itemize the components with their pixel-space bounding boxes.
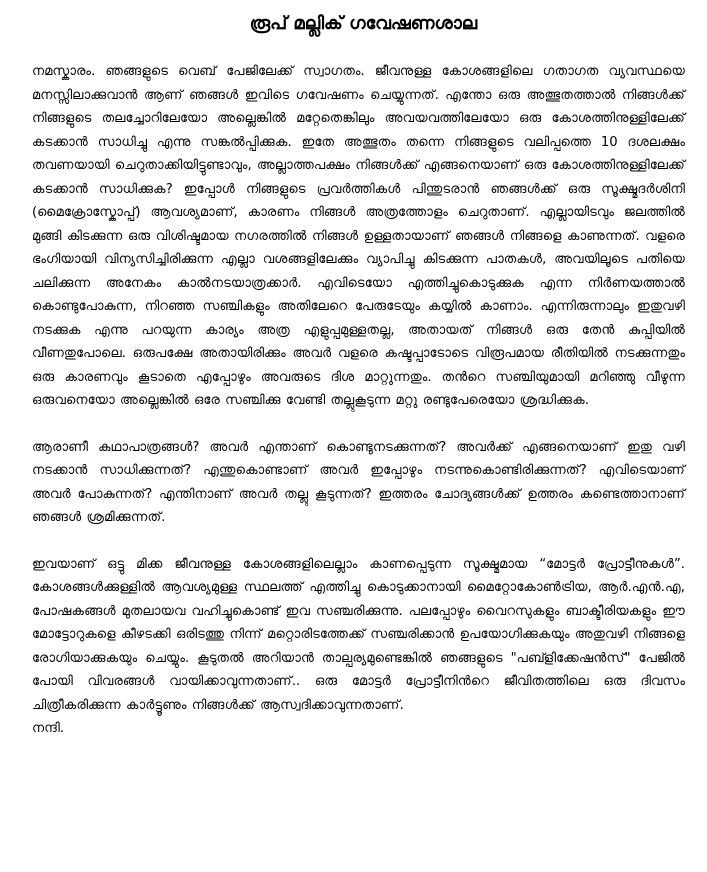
questions-paragraph: ആരാണീ കഥാപാത്രങ്ങൾ? അവർ എന്താണ് കൊണ്ടുനടക്കുന്നത്? അവർക്ക് എങ്ങനെയാണ് ഇതു വഴി നടക്കാൻ സാധിക്കുന്നത്? എന്തുകൊണ്ടാണ് അവർ ഇപ്പോഴും നടന്നുകൊണ്ടിരിക്കുന്നത്? എവിടെയാണ് അവർ പോകുന്നത്? എന്തിനാണ് അവർ തല്ലു കൂടുന്നത്? ഇത്തരം ചോദ്യങ്ങൾക്ക് ഉത്തരം കണ്ടെത്താനാണ് ഞങ്ങൾ ശ്രമിക്കുന്നത്. — [32, 439, 685, 525]
intro-paragraph: നമസ്കാരം. ഞങ്ങളുടെ വെബ് പേജിലേക്ക് സ്വാഗതം. ജീവനുള്ള കോശങ്ങളിലെ ഗതാഗത വ്യവസ്ഥയെ മനസ്സിലാക്കുവാൻ ആണ് ഞങ്ങൾ ഇവിടെ ഗവേഷണം ചെയ്യുന്നത്. എന്തോ ഒരു അത്ഭുതത്താൽ നിങ്ങൾക്ക് നിങ്ങളുടെ തലച്ചോറിലേയോ അല്ലെങ്കിൽ മറ്റേതെങ്കിലും അവയവത്തിലേയോ ഒരു കോശത്തിനുള്ളിലേക്ക് കടക്കാൻ സാധിച്ചു എന്നു സങ്കൽപ്പിക്കുക. ഇതേ അത്ഭുതം തന്നെ നിങ്ങളുടെ വലിപ്പത്തെ 10 ദശലക്ഷം തവണയായി ചെറുതാക്കിയിട്ടുണ്ടാവും, അല്ലാത്തപക്ഷം നിങ്ങൾക്ക് എങ്ങനെയാണ് ഒരു കോശത്തിനുള്ളിലേക്ക് കടക്കാൻ സാധിക്കുക? ഇപ്പോൾ നിങ്ങളുടെ പ്രവർത്തികൾ പിന്തുടരാൻ ഞങ്ങൾക്ക് ഒരു സൂക്ഷ്മദർശിനി (മൈക്രോസ്കോപ്പ്) ആവശ്യമാണ്, കാരണം നിങ്ങൾ അത്രത്തോളം ചെറുതാണ്. എല്ലായിടവും ജലത്തിൽ മുങ്ങി കിടക്കുന്ന ഒരു വിശിഷ്ടമായ നഗരത്തിൽ നിങ്ങൾ ഉള്ളതായാണ് ഞങ്ങൾ നിങ്ങളെ കാണുന്നത്. വളരെ ഭംഗിയായി വിന്യസിച്ചിരിക്കുന്ന എല്ലാ വശങ്ങളിലേക്കും വ്യാപിച്ചു കിടക്കുന്ന പാതകൾ, അവയിലൂടെ പതിയെ ചലിക്കുന്ന അനേകം കാൽനടയാത്രക്കാർ. എവിടെയോ എത്തിച്ചുകൊടുക്കുക എന്ന നിർണയത്താൽ കൊണ്ടുപോകുന്ന, നിറഞ്ഞ സഞ്ചികളും അതിലേറെ പേരുടേയും കയ്യിൽ കാണാം. എന്നിരുന്നാലും ഇതുവഴി നടക്കുക എന്നു പറയുന്ന കാര്യം അത്ര എളുപ്പമുള്ളതല്ല, അതായത് നിങ്ങൾ ഒരു തേൻ കുപ്പിയിൽ വീണതുപോലെ. ഒരുപക്ഷേ അതായിരിക്കും അവർ വളരെ കഷ്ടപ്പാടോടെ വിരൂപമായ രീതിയിൽ നടക്കുന്നതും ഒരു കാരണവും കൂടാതെ എപ്പോഴും അവരുടെ ദിശ മാറ്റുന്നതും. തൻറെ സഞ്ചിയുമായി മറിഞ്ഞു വീഴുന്ന ഒരുവനെയോ അല്ലെങ്കിൽ ഒരേ സഞ്ചിക്കു വേണ്ടി തല്ലുകൂടുന്ന മറ്റു രണ്ടുപേരെയോ ശ്രദ്ധിക്കുക. — [32, 64, 686, 408]
page-title: രൂപ് മല്ലിക് ഗവേഷണശാല — [249, 13, 478, 34]
closing-text: നന്ദി. — [32, 721, 65, 736]
motor-proteins-paragraph: ഇവയാണ് ഒട്ടു മിക്ക ജീവനുള്ള കോശങ്ങളിലെല്ലാം കാണപ്പെടുന്ന സൂക്ഷ്മമായ “മോട്ടർ പ്രോട്ടീനുകൾ”. കോശങ്ങൾക്കുള്ളിൽ ആവശ്യമുള്ള സ്ഥലത്ത് എത്തിച്ചു കൊടുക്കാനായി മൈറ്റോകോൺട്രിയ, ആർ.എൻ.എ, പോഷകങ്ങൾ മുതലായവ വഹിച്ചുകൊണ്ട് ഇവ സഞ്ചരിക്കുന്നു. പലപ്പോഴും വൈറസുകളും ബാക്ടീരിയകളും ഈ മോട്ടോറുകളെ കീഴടക്കി ഒരിടത്തു നിന്ന് മറ്റൊരിടത്തേക്ക് സഞ്ചരിക്കാൻ ഉപയോഗിക്കുകയും അതുവഴി നിങ്ങളെ രോഗിയാക്കുകയും ചെയ്യും. കൂടുതൽ അറിയാൻ താല്പര്യമുണ്ടെങ്കിൽ ഞങ്ങളുടെ "പബ്ളിക്കേഷൻസ്" പേജിൽ പോയി വിവരങ്ങൾ വായിക്കാവുന്നതാണ്.. ഒരു മോട്ടർ പ്രോട്ടീനിൻറെ ജീവിതത്തിലെ ഒരു ദിവസം ചിത്രീകരിക്കുന്ന കാർട്ടൂണും നിങ്ങൾക്ക് ആസ്വദിക്കാവുന്നതാണ്. — [32, 556, 685, 713]
